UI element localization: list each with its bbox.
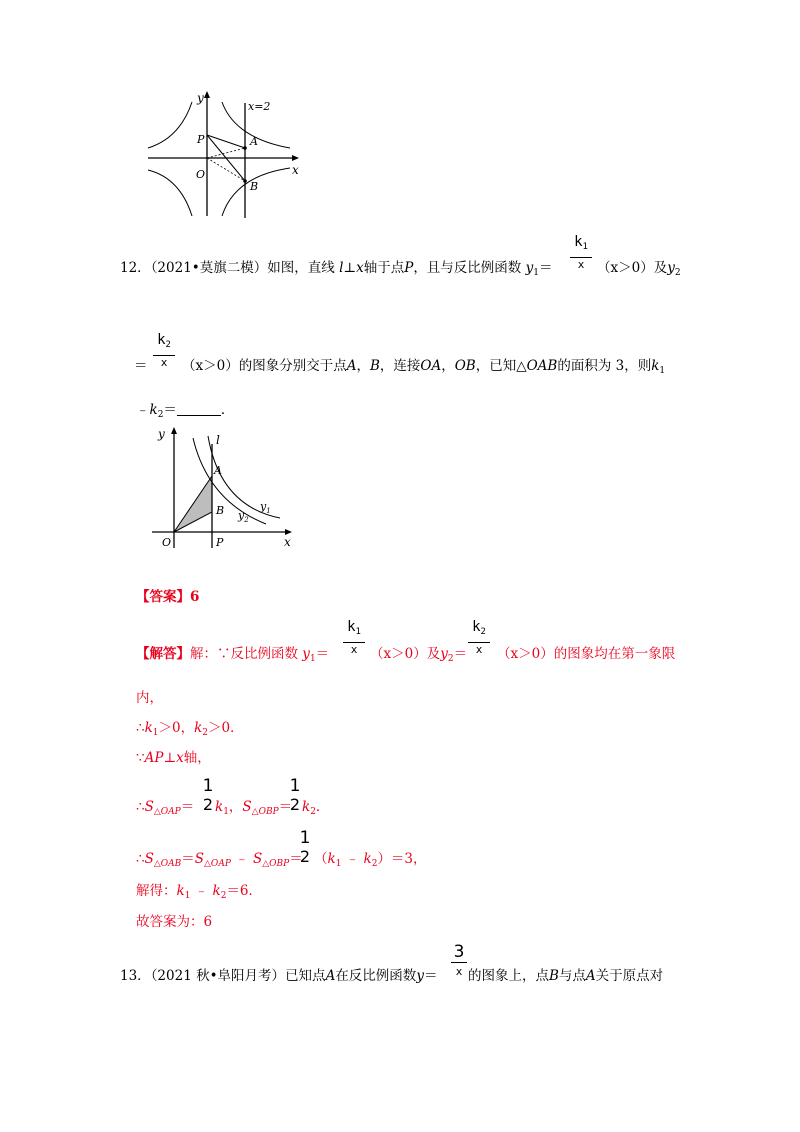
frac-num: k — [157, 332, 166, 348]
curve-q3 — [148, 170, 192, 216]
comma: ， — [228, 799, 243, 815]
equals: ＝ — [453, 646, 468, 662]
q13-line1-end — [468, 966, 663, 986]
var-k1: k — [651, 358, 660, 374]
label-A: A — [250, 135, 258, 148]
var-y1: y — [525, 260, 534, 276]
solution-text: 轴， — [183, 750, 211, 766]
final-answer: 故答案为：6 — [136, 914, 213, 930]
half-fraction-1 — [201, 776, 215, 814]
frac-den: 2 — [299, 847, 311, 866]
point-A — [243, 146, 247, 150]
var-y2: y — [667, 260, 675, 276]
sub-1: 1 — [152, 728, 159, 738]
sub-2: 2 — [202, 728, 209, 738]
frac-den: 2 — [202, 795, 214, 814]
equals: ＝ — [163, 402, 177, 418]
sub-1: 1 — [533, 268, 539, 278]
sub-OAP: △OAP — [204, 859, 231, 869]
sub-1: 1 — [309, 654, 316, 664]
sub-OAP: △OAP — [153, 807, 181, 817]
q12-source: （2021•莫旗二模） — [150, 260, 268, 276]
equals: ＝ — [181, 851, 195, 867]
condition: （x＞0）的图象均在第一象限 — [497, 646, 676, 662]
equals: ＝ — [180, 799, 195, 815]
q12-line2-rest — [182, 356, 665, 381]
paren: （ — [314, 851, 328, 867]
arrow-y — [204, 91, 210, 98]
q13-text: 在反比例函数 — [335, 968, 417, 984]
sub-OBP: △OBP — [251, 807, 279, 817]
frac-den: x — [350, 643, 358, 656]
q12-line2-eq — [134, 356, 148, 376]
equals: ＝ — [278, 799, 293, 815]
var-k1: k — [144, 720, 153, 736]
frac-num: k — [574, 234, 583, 250]
solution-step4-b — [314, 849, 427, 874]
var-k1: k — [327, 851, 336, 867]
label-x: x — [284, 535, 291, 549]
q12-text: ，已知△ — [475, 358, 527, 374]
frac-num: 1 — [202, 776, 214, 796]
minus: ﹣ — [190, 883, 213, 899]
var-OA: OA — [420, 358, 442, 374]
solution-tag: 【解答】 — [136, 646, 190, 662]
arrow-x — [292, 155, 299, 161]
solution-step4-a — [136, 849, 303, 874]
solution-step3-a — [136, 797, 194, 822]
solution-line1-mid — [370, 644, 467, 669]
equals: ＝ — [538, 260, 553, 276]
solution-text: ＞0， — [158, 720, 195, 736]
comma: ， — [356, 358, 370, 374]
q12-text: （x＞0）的图象分别交于点 — [182, 358, 347, 374]
sub-1: 1 — [659, 366, 666, 376]
q12-text: 的面积为 3，则 — [557, 358, 652, 374]
figure-hyperbolas-xy — [140, 88, 310, 223]
solution-text: ＞0． — [208, 720, 244, 736]
var-x: x — [176, 750, 184, 766]
solution-text: 解得： — [136, 883, 177, 899]
arrow-y — [171, 427, 177, 434]
q12-text: ，连接 — [379, 358, 421, 374]
sub-2: 2 — [447, 654, 454, 664]
label-line: x=2 — [248, 100, 271, 113]
solution-text: ）＝3， — [377, 851, 427, 867]
var-x: x — [356, 260, 364, 276]
var-S: S — [194, 851, 205, 867]
solution-wrap — [136, 688, 163, 708]
frac-num-sub: 1 — [582, 242, 588, 252]
var-k1: k — [215, 799, 224, 815]
q13-fraction-3-over-x — [451, 942, 467, 981]
condition: （x＞0） — [597, 260, 654, 276]
var-S: S — [144, 851, 154, 867]
sub-2: 2 — [157, 410, 164, 420]
condition: （x＞0）及 — [370, 646, 441, 662]
label-P: P — [216, 536, 224, 549]
label-P: P — [197, 133, 205, 146]
q12-text: 如图，直线 — [267, 260, 335, 276]
var-l: l — [339, 260, 344, 276]
label-O: O — [196, 168, 206, 181]
q13-text: 关于原点对 — [595, 968, 664, 984]
label-B: B — [216, 504, 225, 517]
sub-1: 1 — [223, 807, 229, 817]
var-OAB: OAB — [526, 358, 558, 374]
var-k2: k — [302, 799, 311, 815]
q12-line3 — [136, 400, 234, 425]
comma: ， — [441, 358, 455, 374]
solution-fraction-k2-over-x — [467, 617, 491, 657]
var-A: A — [585, 968, 596, 984]
because: ∵ — [136, 750, 145, 766]
therefore: ∴ — [136, 799, 145, 815]
label-y2: $y_2$ — [238, 509, 249, 524]
q12-fraction-k2-over-x — [152, 330, 176, 370]
frac-num: 3 — [453, 942, 465, 962]
solution-step1 — [136, 718, 244, 743]
frac-num-sub: 1 — [355, 627, 361, 637]
period: ． — [315, 799, 330, 815]
var-AP: AP — [144, 750, 164, 766]
q13-text: 的图象上，点 — [468, 968, 549, 984]
q13-number: 13． — [120, 968, 151, 984]
sub-2: 2 — [674, 268, 681, 278]
frac-den: x — [577, 258, 585, 271]
minus: ﹣ — [230, 851, 253, 867]
q12-fraction-k1-over-x — [569, 232, 593, 272]
minus: ﹣ — [136, 402, 150, 418]
answer-tag: 【答案】 — [136, 589, 190, 605]
perp-symbol: ⊥ — [163, 750, 177, 766]
answer-blank[interactable] — [177, 401, 221, 416]
var-k2: k — [149, 402, 158, 418]
q12-text: 轴于点 — [363, 260, 405, 276]
var-S: S — [144, 799, 154, 815]
q12-number: 12． — [120, 260, 151, 276]
equals: ＝ — [315, 646, 330, 662]
sub-OAB: △OAB — [153, 859, 182, 869]
label-y: y — [158, 427, 165, 441]
solution-step3-b — [215, 797, 292, 822]
var-k2: k — [194, 720, 203, 736]
var-S: S — [252, 851, 263, 867]
frac-num-sub: 2 — [165, 340, 171, 350]
var-y1: y — [302, 646, 310, 662]
solution-text: ＝6． — [226, 883, 263, 899]
var-A: A — [346, 358, 357, 374]
solution-line1 — [136, 644, 329, 669]
therefore: ∴ — [136, 851, 145, 867]
solution-text: 内， — [136, 690, 163, 706]
solution-final — [136, 912, 212, 932]
q13-source: （2021 秋•阜阳月考） — [150, 968, 286, 984]
curve-q2 — [148, 102, 192, 148]
label-y1: $y_1$ — [260, 500, 271, 515]
solution-step3-c — [302, 797, 329, 822]
minus: ﹣ — [341, 851, 364, 867]
figure-triangle-OAB — [138, 426, 298, 551]
sub-1: 1 — [335, 859, 342, 869]
equals: ＝ — [289, 851, 303, 867]
q12-text: ，且与反比例函数 — [413, 260, 522, 276]
answer-value: 6 — [190, 589, 200, 605]
var-B: B — [549, 968, 559, 984]
answer-line — [136, 587, 199, 607]
and-text: 及 — [653, 260, 668, 276]
solution-fraction-k1-over-x — [342, 617, 366, 657]
var-OB: OB — [454, 358, 476, 374]
var-P: P — [404, 260, 414, 276]
period: ． — [220, 402, 235, 418]
var-k2: k — [212, 883, 221, 899]
sub-1: 1 — [184, 891, 191, 901]
var-y2: y — [440, 646, 448, 662]
label-y: y — [197, 91, 204, 105]
equals: ＝ — [423, 968, 438, 984]
q13-text: 已知点 — [285, 968, 326, 984]
therefore: ∴ — [136, 720, 145, 736]
frac-den: x — [455, 965, 463, 978]
var-S: S — [242, 799, 252, 815]
half-fraction-3 — [298, 828, 312, 866]
sub-OBP: △OBP — [262, 859, 290, 869]
label-x: x — [292, 163, 299, 177]
segment-OA — [207, 148, 245, 158]
frac-num-sub: 2 — [480, 627, 486, 637]
equals: ＝ — [134, 358, 148, 374]
q12-line1 — [120, 258, 552, 283]
half-fraction-2 — [288, 776, 302, 814]
label-O: O — [162, 536, 172, 549]
var-A: A — [325, 968, 336, 984]
frac-den: 2 — [289, 795, 301, 814]
solution-step2 — [136, 748, 211, 768]
sub-2: 2 — [310, 807, 316, 817]
segment-OB — [207, 158, 245, 181]
frac-den: x — [475, 643, 483, 656]
label-B: B — [250, 180, 259, 193]
sub-2: 2 — [220, 891, 227, 901]
var-B: B — [369, 358, 380, 374]
var-k2: k — [363, 851, 372, 867]
q12-line1-end — [597, 258, 681, 283]
q13-text: 与点 — [558, 968, 586, 984]
point-B — [243, 179, 247, 183]
var-k1: k — [176, 883, 185, 899]
label-l: l — [216, 433, 220, 447]
solution-line1-end — [497, 644, 675, 664]
frac-num: k — [472, 619, 481, 635]
var-y: y — [416, 968, 424, 984]
frac-den: x — [160, 356, 168, 369]
solution-text: 解：∵反比例函数 — [190, 646, 298, 662]
solution-step5 — [136, 881, 262, 906]
frac-num: 1 — [299, 828, 311, 848]
shaded-triangle-OAB — [174, 476, 212, 532]
q13-line1 — [120, 966, 437, 986]
perp-symbol: ⊥ — [343, 260, 357, 276]
sub-2: 2 — [371, 859, 378, 869]
frac-num: k — [347, 619, 356, 635]
frac-num: 1 — [289, 776, 301, 796]
label-A: A — [214, 464, 222, 477]
